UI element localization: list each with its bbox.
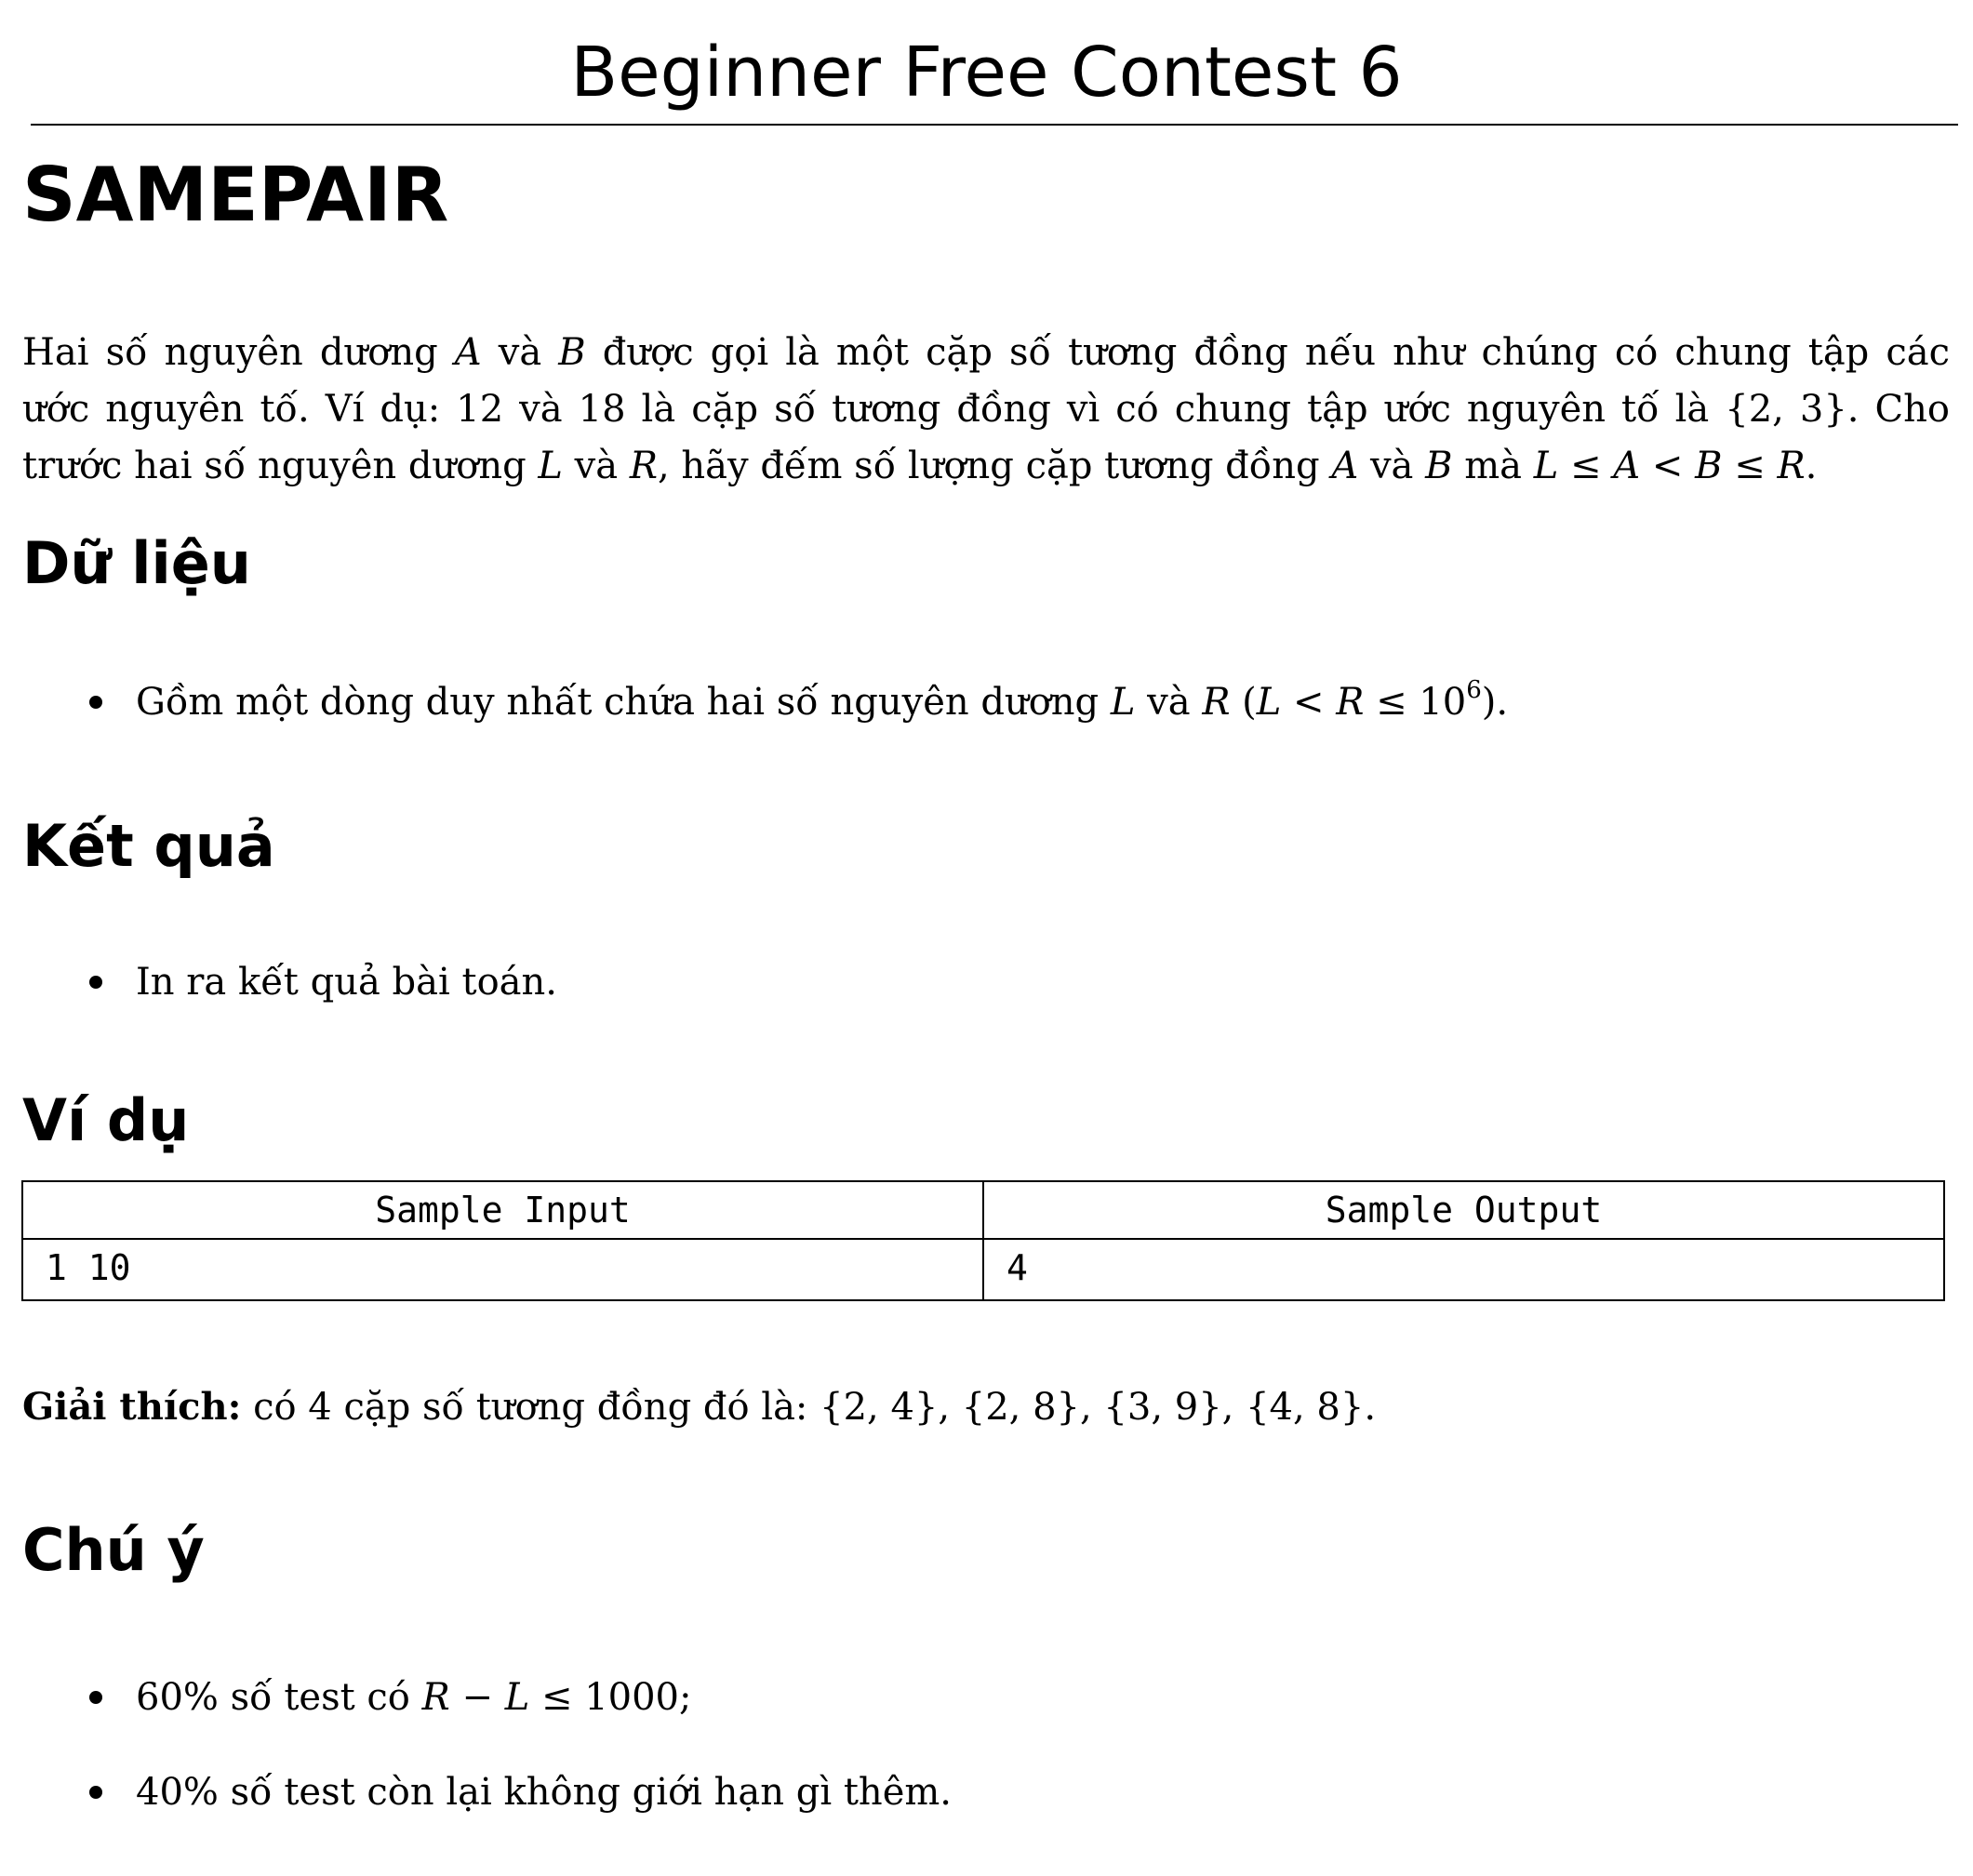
- statement-line-3: trước hai số nguyên dương L và R, hãy đếm số lượng cặp tương đồng A và B mà L ≤ A < B ≤ R.: [22, 445, 1818, 487]
- sample-output-header: Sample Output: [1325, 1190, 1603, 1231]
- output-heading: Kết quả: [22, 812, 275, 880]
- notes-heading: Chú ý: [22, 1516, 205, 1584]
- sample-input-value: 1 10: [46, 1247, 131, 1288]
- input-bullet-dot: [89, 696, 102, 709]
- table-row-divider: [23, 1238, 1943, 1240]
- sample-input-header: Sample Input: [375, 1190, 631, 1231]
- explanation: [22, 1378, 1950, 1436]
- explanation-label: Giải thích:: [22, 1385, 242, 1429]
- input-heading: Dữ liệu: [22, 529, 251, 597]
- sample-output-value: 4: [1006, 1247, 1028, 1288]
- output-bullet-text: In ra kết quả bài toán.: [136, 961, 557, 1004]
- explanation-text: có 4 cặp số tương đồng đó là: {2, 4}, {2, 8}, {3, 9}, {4, 8}.: [253, 1386, 1377, 1429]
- statement-line-1: Hai số nguyên dương A và B được gọi là một cặp số tương đồng nếu như chúng có chung tập các: [22, 331, 1951, 374]
- example-heading: Ví dụ: [22, 1086, 190, 1154]
- notes-bullet-text-2: 40% số test còn lại không giới hạn gì thêm.: [136, 1771, 953, 1814]
- notes-bullet-dot-2: [89, 1786, 102, 1799]
- input-bullet-text: Gồm một dòng duy nhất chứa hai số nguyên dương L và R $(L < R \le 10^6)$.: [136, 675, 1509, 724]
- contest-title: Beginner Free Contest 6: [570, 33, 1403, 113]
- header-divider: [31, 124, 1958, 126]
- notes-bullet-text-1: 60% số test có R − L ≤ 1000;: [136, 1676, 692, 1719]
- statement-line-2: ước nguyên tố. Ví dụ: 12 và 18 là cặp số tương đồng vì có chung tập ước nguyên tố là {2, 3}. Cho: [22, 388, 1950, 431]
- notes-bullet-dot-1: [89, 1691, 102, 1704]
- problem-code: SAMEPAIR: [22, 152, 449, 238]
- output-bullet-dot: [89, 976, 102, 989]
- sample-table: [21, 1180, 1945, 1301]
